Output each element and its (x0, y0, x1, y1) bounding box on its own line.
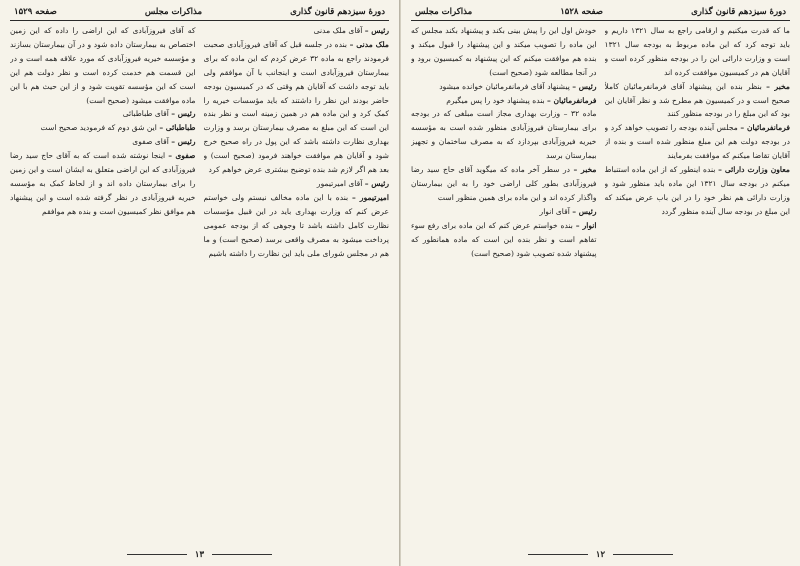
speaker-name: رئیس – (572, 206, 597, 216)
speaker-name: رئیس – (171, 109, 196, 119)
right-page (400, 0, 800, 566)
speech-text: آقای ملک مدنی (313, 26, 363, 35)
header-section: مذاکرات مجلس (144, 7, 203, 17)
speaker-name: انوار – (575, 220, 597, 230)
page-footer-number: ۱۲ (401, 550, 800, 560)
transcript-paragraph (411, 24, 597, 80)
speech-text: مجلس آینده بودجه را تصویب خواهد کرد و در بودجه دولت هم این مبلغ منظور شده است و بنده از آقایان تقاضا میکنم که موافقت بفرمایند (604, 123, 790, 161)
transcript-paragraph (411, 107, 597, 163)
speech-text: در سطر آخر ماده که میگوید آقای حاج سید رضا فیروزآبادی بطور کلی اراضی خود را به این بیمارستان واگذار کرده اند و این ماده برای همین منظور است (411, 165, 597, 202)
transcript-paragraph (204, 177, 390, 191)
speaker-name: رئیس – (572, 81, 597, 91)
transcript-paragraph (10, 121, 196, 135)
text-columns (10, 24, 389, 552)
speech-text: ما که قدرت میکنیم و ارقامی راجع به سال ۱۳۲۱ داریم و باید توجه کرد که این ماده مربوط به بودجه سال ۱۳۲۱ است و وزارت دارائی این را در بودجه منظور کرده است و آقایان هم در کمیسیون موافقت کرده اند (604, 26, 790, 77)
speech-text: بنده در جلسه قبل که آقای فیروزآبادی صحبت فرمودند راجع به ماده ۳۲ عرض کردم که این ماده که برای بیمارستان فیروزآبادی است و اینجانب با آن موافقم ولی باید توجه داشت که آقایان هم وقتی که در کمیسیون بودجه حاضر بودند این نظر را داشتند که باید مؤسسات خیریه را کمک کرد و این ماده هم در همین زمینه است و نظر بنده این است که این مبلغ به مصرف بیمارستان برسد و وزارت بهداری نظارت داشته باشد که این پول در راه صحیح خرج شود و آقایان هم موافقت خواهند فرمود (صحیح است) و بعد هم اگر لازم شد بنده توضیح بیشتری عرض خواهم کرد (203, 39, 389, 175)
transcript-paragraph (10, 149, 196, 219)
speaker-name: طباطبائی – (159, 123, 196, 133)
speech-text: خودش اول این را پیش بینی بکند و پیشنهاد بکند مجلس که این ماده را تصویب میکند و این پیشنهاد را قبول میکند و بنده هم موافقت میکنم که این پیشنهاد به کمیسیون برود و در آنجا مطالعه شود (صحیح است) (411, 26, 597, 77)
column-right (605, 24, 791, 552)
speech-text: آقای امیرتیمور (316, 178, 363, 188)
speaker-name: رئیس – (364, 26, 389, 35)
speech-text: بنظر بنده این پیشنهاد آقای فرمانفرمائیان کاملاً صحیح است و در کمیسیون هم مطرح شد و نظر آقایان این بود که این مبلغ را در بودجه منظور کنند (604, 81, 790, 119)
transcript-paragraph (204, 38, 390, 177)
speech-text: بنده پیشنهاد خود را پس میگیرم (446, 95, 545, 105)
speaker-name: ملک مدنی – (349, 39, 389, 49)
speaker-name: رئیس – (364, 178, 389, 188)
header-page-number: صفحه ۱۵۲۸ (560, 7, 604, 17)
speech-text: آقای صفوی (132, 137, 169, 147)
transcript-paragraph (605, 24, 791, 80)
transcript-paragraph (411, 205, 597, 219)
speech-text: بنده خواستم عرض کنم که این ماده برای رفع سوء تفاهم است و نظر بنده این است که ماده همانطور که پیشنهاد شده تصویب شود (صحیح است) (411, 220, 597, 258)
speech-text: ماده ۳۲ – وزارت بهداری مجاز است مبلغی که در بودجه برای بیمارستان فیروزآبادی منظور شده است به مؤسسه خیریه فیروزآبادی بپردازد که به مصرف ساختمان و تجهیز بیمارستان برسد (411, 109, 597, 161)
transcript-paragraph (10, 107, 196, 121)
speaker-name: امیرتیمور – (352, 192, 389, 202)
speaker-name: فرمانفرمائیان – (740, 123, 790, 133)
header-section: مذاکرات مجلس (415, 7, 473, 17)
speaker-name: معاون وزارت دارائی – (718, 165, 790, 175)
column-left (10, 24, 196, 552)
speaker-name: فرمانفرمائیان – (547, 95, 597, 105)
transcript-paragraph (411, 80, 597, 94)
transcript-paragraph (411, 94, 597, 108)
header-title: دورهٔ سیزدهم قانون گذاری (290, 7, 385, 17)
transcript-paragraph (605, 121, 791, 163)
page-header (411, 4, 790, 21)
speaker-name: مخبر – (766, 81, 790, 91)
transcript-paragraph (605, 163, 791, 219)
header-title: دورهٔ سیزدهم قانون گذاری (691, 7, 786, 17)
column-left (411, 24, 597, 552)
speech-text: بنده با این ماده مخالف نیستم ولی خواستم عرض کنم که وزارت بهداری باید در این قبیل مؤسسات نظارت کامل داشته باشد تا وجوهی که از بودجه عمومی پرداخت میشود به مصرف واقعی برسد (صحیح است) و ما هم در مجلس شورای ملی باید این نظارت را داشته باشیم (203, 192, 389, 258)
transcript-paragraph (411, 219, 597, 261)
speech-text: بنده اینطور که از این ماده استنباط میکنم در بودجه سال ۱۳۲۱ این ماده باید منظور شود و وزارت دارائی هم نظر خود را در این باب عرض میکند که این مبلغ در بودجه سال آینده منظور گردد (604, 165, 790, 216)
speech-text: اینجا نوشته شده است که به آقای حاج سید رضا فیروزآبادی که این اراضی متعلق به ایشان است و این زمین را برای بیمارستان داده اند و از لحاظ کمک به مؤسسه خیریه فیروزآبادی در نظر گرفته شده است و این پیشنهاد هم موافق نظر کمیسیون است و بنده هم موافقم (10, 151, 196, 216)
speech-text: این شق دوم که فرمودید صحیح است (40, 123, 157, 133)
transcript-paragraph (411, 163, 597, 205)
transcript-paragraph (10, 24, 196, 107)
column-right (204, 24, 390, 552)
page-header (10, 4, 389, 21)
speech-text: آقای انوار (539, 206, 570, 216)
speaker-name: صفوی – (168, 151, 196, 161)
header-page-number: صفحه ۱۵۲۹ (14, 7, 57, 17)
transcript-paragraph (605, 80, 791, 122)
transcript-paragraph (10, 135, 196, 149)
text-columns (411, 24, 790, 552)
transcript-paragraph (204, 191, 390, 261)
page-footer-number: ۱۳ (0, 550, 399, 560)
speech-text: آقای طباطبائی (122, 109, 169, 119)
speaker-name: مخبر – (573, 165, 597, 175)
speaker-name: رئیس – (171, 137, 196, 147)
speech-text: پیشنهاد آقای فرمانفرمائیان خوانده میشود (439, 81, 570, 91)
speech-text: که آقای فیروزآبادی که این اراضی را داده که این زمین اختصاص به بیمارستان داده شود و در آن بیمارستان بسازند و مؤسسه خیریه فیروزآبادی که مورد علاقه همه است و در این قسمت هم خدمت کرده است و نظر دولت هم این است که این مؤسسه تقویت شود و از این حیث هم با این ماده موافقت میشود (صحیح است) (10, 26, 196, 105)
transcript-paragraph (204, 24, 390, 38)
